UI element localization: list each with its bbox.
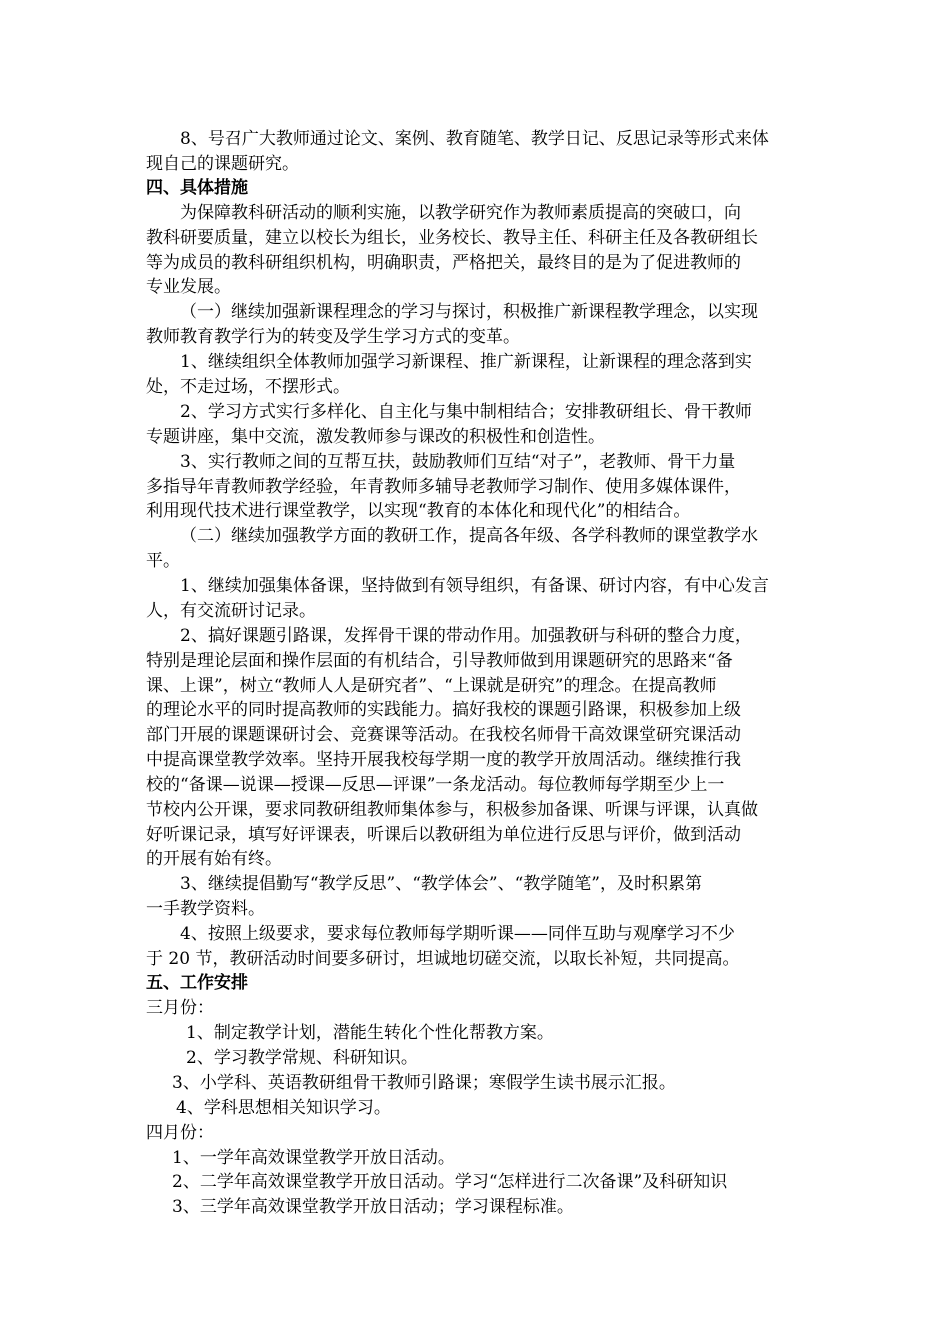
- text-line: 现自己的课题研究。: [146, 154, 299, 174]
- text-line: 专题讲座，集中交流，激发教师参与课改的积极性和创造性。: [146, 427, 605, 447]
- text-line: 1、继续组织全体教师加强学习新课程、推广新课程，让新课程的理念落到实: [180, 352, 752, 372]
- month-heading: 四月份：: [146, 1123, 214, 1143]
- text-line: 课、上课”，树立“教师人人是研究者”、“上课就是研究”的理念。在提高教师: [146, 676, 717, 696]
- text-line: 等为成员的教科研组织机构，明确职责，严格把关，最终目的是为了促进教师的: [146, 253, 741, 273]
- text-line: （一）继续加强新课程理念的学习与探讨，积极推广新课程教学理念，以实现: [180, 302, 758, 322]
- text-line: 3、实行教师之间的互帮互扶，鼓励教师们互结“对子”，老教师、骨干力量: [180, 452, 736, 472]
- text-line: 部门开展的课题课研讨会、竞赛课等活动。在我校名师骨干高效课堂研究课活动: [146, 725, 741, 745]
- text-line: 于 20 节，教研活动时间要多研讨，坦诚地切磋交流，以取长补短，共同提高。: [146, 949, 740, 969]
- text-line: 专业发展。: [146, 277, 231, 297]
- list-item: 2、学习教学常规、科研知识。: [186, 1048, 418, 1068]
- text-line: 中提高课堂教学效率。坚持开展我校每学期一度的教学开放周活动。继续推行我: [146, 750, 741, 770]
- month-heading: 三月份：: [146, 998, 214, 1018]
- list-item: 1、一学年高效课堂教学开放日活动。: [172, 1148, 455, 1168]
- text-line: 多指导年青教师教学经验，年青教师多辅导老教师学习制作、使用多媒体课件，: [146, 477, 741, 497]
- text-line: 的开展有始有终。: [146, 849, 282, 869]
- text-line: 1、继续加强集体备课，坚持做到有领导组织，有备课、研讨内容，有中心发言: [180, 576, 769, 596]
- text-line: 4、按照上级要求，要求每位教师每学期听课——同伴互助与观摩学习不少: [180, 924, 735, 944]
- list-item: 2、二学年高效课堂教学开放日活动。学习“怎样进行二次备课”及科研知识: [172, 1172, 728, 1192]
- text-line: 利用现代技术进行课堂教学，以实现“教育的本体化和现代化”的相结合。: [146, 501, 691, 521]
- text-line: 2、学习方式实行多样化、自主化与集中制相结合；安排教研组长、骨干教师: [180, 402, 752, 422]
- text-line: 校的“备课—说课—授课—反思—评课”一条龙活动。每位教师每学期至少上一: [146, 775, 725, 795]
- list-item: 3、三学年高效课堂教学开放日活动；学习课程标准。: [172, 1197, 574, 1217]
- text-line: 节校内公开课，要求同教研组教师集体参与，积极参加备课、听课与评课，认真做: [146, 800, 758, 820]
- text-line: 3、继续提倡勤写“教学反思”、“教学体会”、“教学随笔”，及时积累第: [180, 874, 702, 894]
- text-line: 2、搞好课题引路课，发挥骨干课的带动作用。加强教研与科研的整合力度，: [180, 626, 752, 646]
- section-heading: 五、工作安排: [146, 973, 248, 993]
- section-heading: 四、具体措施: [146, 178, 248, 198]
- text-line: 教师教育教学行为的转变及学生学习方式的变革。: [146, 327, 520, 347]
- text-line: 平。: [146, 551, 180, 571]
- text-line: 特别是理论层面和操作层面的有机结合，引导教师做到用课题研究的思路来“备: [146, 651, 733, 671]
- text-line: 人，有交流研讨记录。: [146, 601, 316, 621]
- text-line: 8、号召广大教师通过论文、案例、教育随笔、教学日记、反思记录等形式来体: [180, 129, 769, 149]
- text-line: 为保障教科研活动的顺利实施，以教学研究作为教师素质提高的突破口，向: [180, 203, 741, 223]
- text-line: （二）继续加强教学方面的教研工作，提高各年级、各学科教师的课堂教学水: [180, 526, 758, 546]
- list-item: 3、小学科、英语教研组骨干教师引路课；寒假学生读书展示汇报。: [172, 1073, 676, 1093]
- text-line: 好听课记录，填写好评课表，听课后以教研组为单位进行反思与评价，做到活动: [146, 825, 741, 845]
- text-line: 处，不走过场，不摆形式。: [146, 377, 350, 397]
- text-line: 的理论水平的同时提高教师的实践能力。搞好我校的课题引路课，积极参加上级: [146, 700, 741, 720]
- text-line: 一手教学资料。: [146, 899, 265, 919]
- text-line: 教科研要质量，建立以校长为组长，业务校长、教导主任、科研主任及各教研组长: [146, 228, 758, 248]
- list-item: 1、制定教学计划，潜能生转化个性化帮教方案。: [186, 1023, 554, 1043]
- list-item: 4、学科思想相关知识学习。: [176, 1098, 391, 1118]
